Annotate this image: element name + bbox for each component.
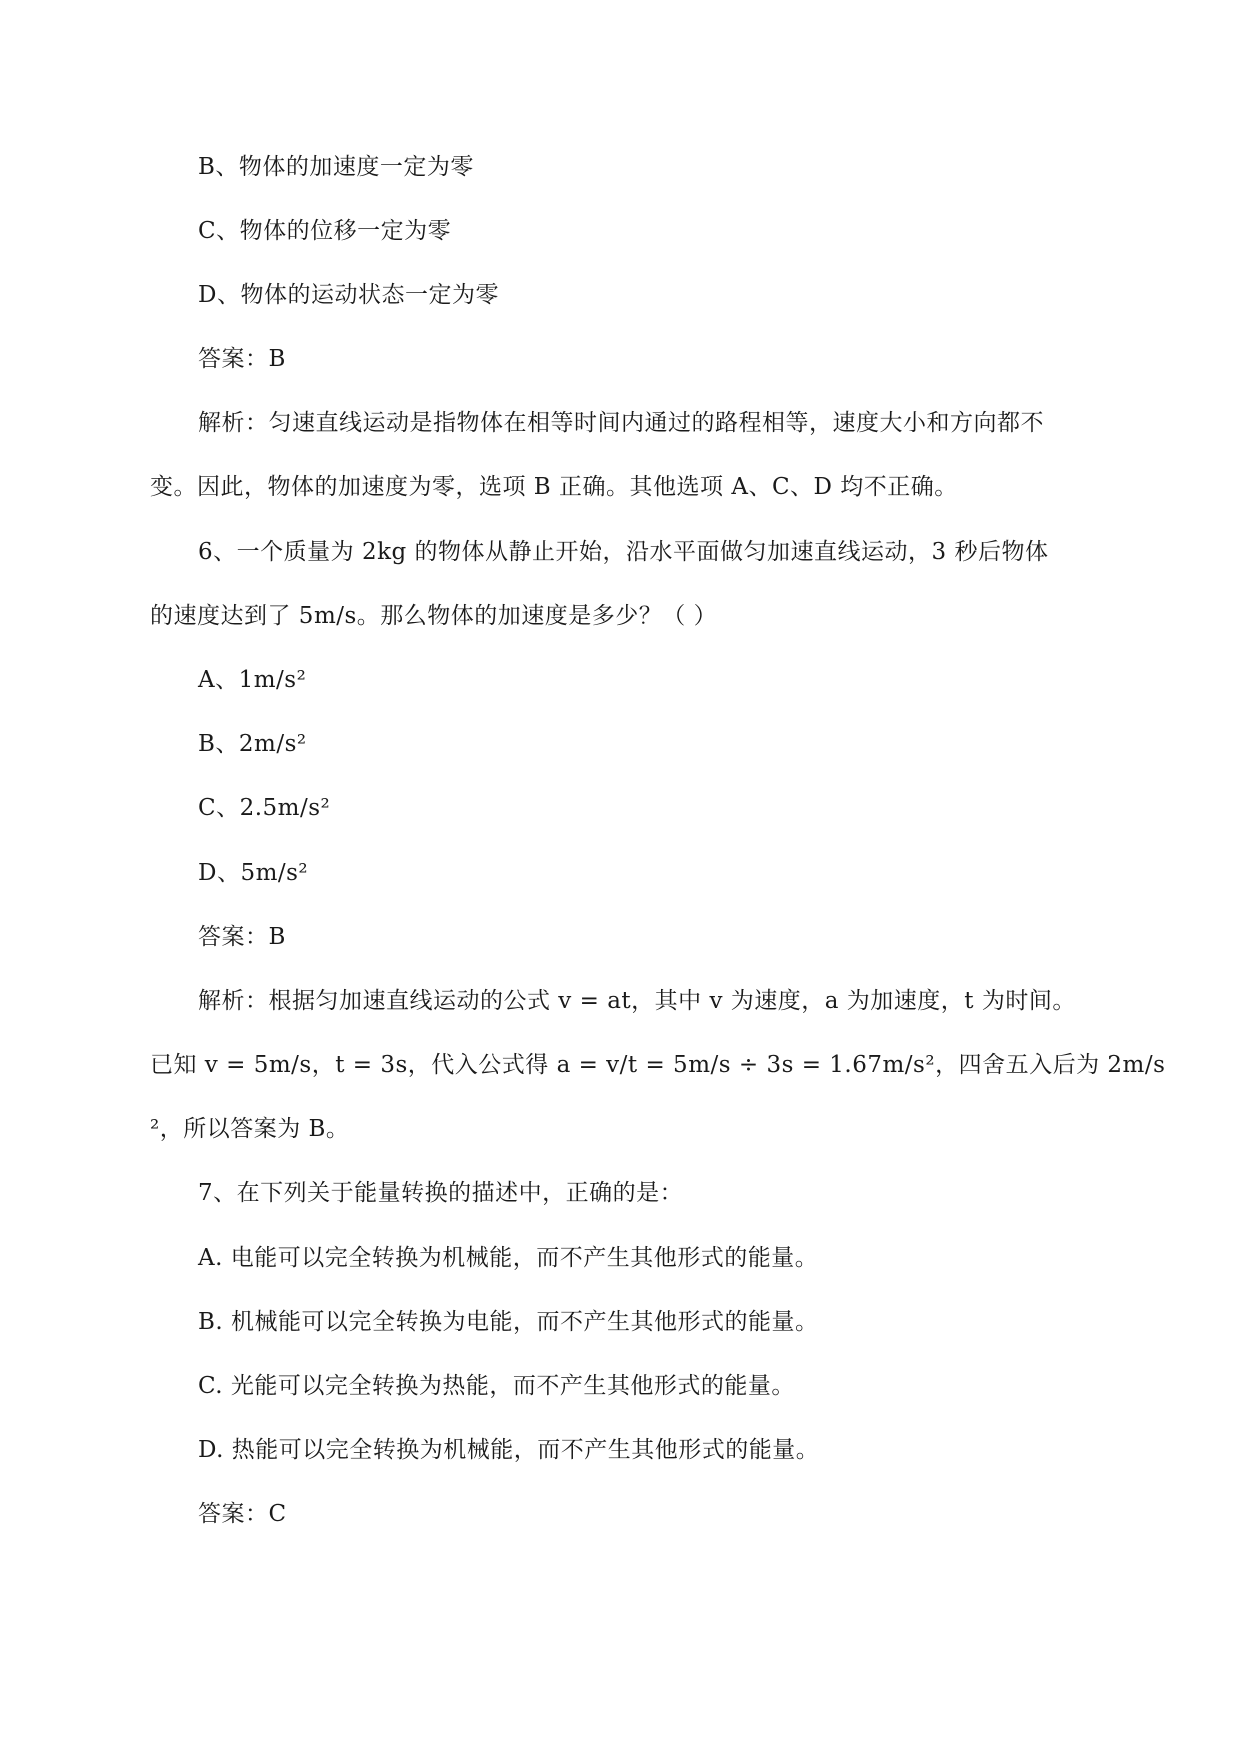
analysis-line: ²，所以答案为 B。 [150,1116,350,1142]
option-b-line: B、物体的加速度一定为零 [198,154,474,180]
option-c-line: C. 光能可以完全转换为热能，而不产生其他形式的能量。 [198,1373,795,1399]
question-6-line: 6、一个质量为 2kg 的物体从静止开始，沿水平面做匀加速直线运动，3 秒后物体 [198,539,1049,565]
analysis-line: 解析：根据匀加速直线运动的公式 v = at，其中 v 为速度，a 为加速度，t 为时间。 [198,988,1076,1014]
option-b-line: B、2m/s² [198,731,307,757]
option-d-line: D. 热能可以完全转换为机械能，而不产生其他形式的能量。 [198,1437,820,1463]
question-7-line: 7、在下列关于能量转换的描述中，正确的是： [198,1180,684,1206]
analysis-line: 变。因此，物体的加速度为零，选项 B 正确。其他选项 A、C、D 均不正确。 [150,474,958,500]
option-c-line: C、物体的位移一定为零 [198,218,452,244]
question-6-line: 的速度达到了 5m/s。那么物体的加速度是多少？（ ） [150,603,718,629]
answer-line: 答案：B [198,346,286,372]
analysis-line: 解析：匀速直线运动是指物体在相等时间内通过的路程相等，速度大小和方向都不 [198,410,1044,436]
option-c-line: C、2.5m/s² [198,795,331,821]
answer-line: 答案：C [198,1501,287,1527]
option-b-line: B. 机械能可以完全转换为电能，而不产生其他形式的能量。 [198,1309,819,1335]
answer-line: 答案：B [198,924,286,950]
option-a-line: A、1m/s² [198,667,307,693]
option-d-line: D、5m/s² [198,860,309,886]
analysis-line: 已知 v = 5m/s，t = 3s，代入公式得 a = v/t = 5m/s ÷ 3s = 1.67m/s²，四舍五入后为 2m/s [150,1052,1166,1078]
option-a-line: A. 电能可以完全转换为机械能，而不产生其他形式的能量。 [198,1245,819,1271]
option-d-line: D、物体的运动状态一定为零 [198,282,499,308]
